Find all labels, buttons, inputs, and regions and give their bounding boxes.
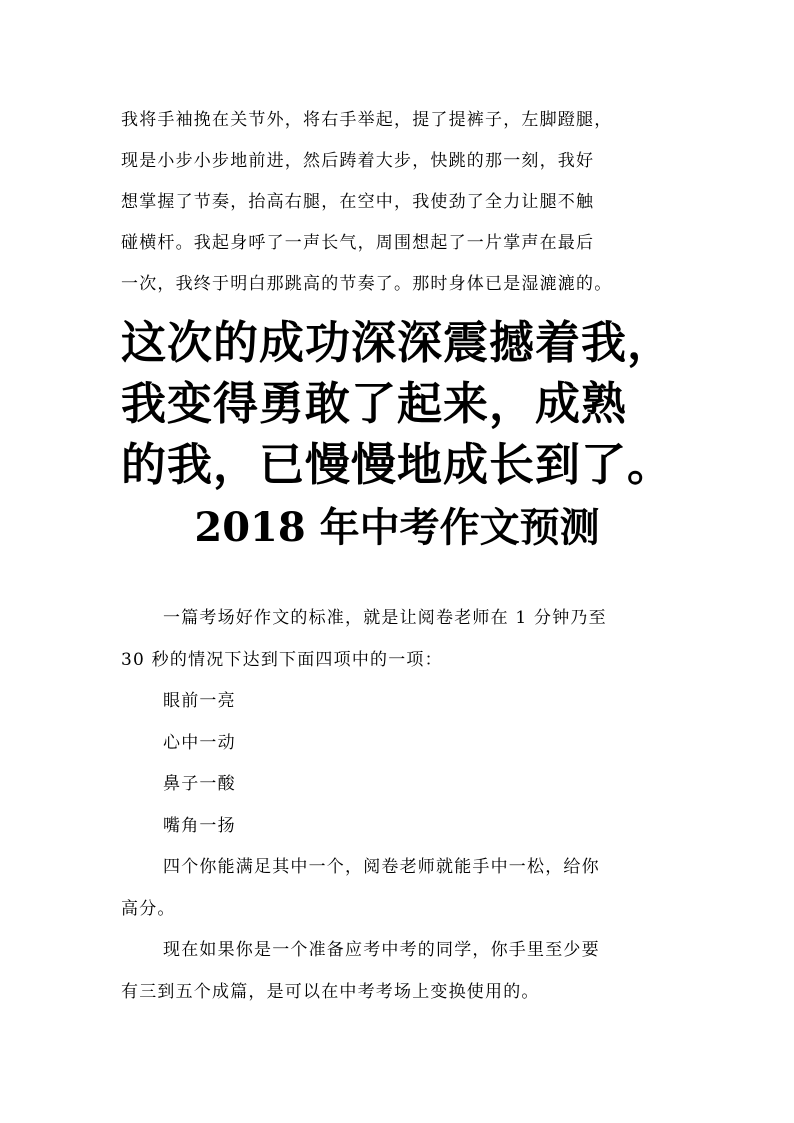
list-item: 心中一动: [163, 732, 236, 753]
paragraph-line: 四个你能满足其中一个，阅卷老师就能手中一松，给你: [163, 857, 600, 877]
text-line: 想掌握了节奏，抬高右腿，在空中，我使劲了全力让腿不触: [121, 192, 595, 212]
paragraph-line: 现在如果你是一个准备应考中考的同学，你手里至少要: [163, 940, 600, 960]
emphasis-paragraph: [121, 312, 681, 495]
intro-line: 一篇考场好作文的标准，就是让阅卷老师在 1 分钟乃至: [163, 608, 607, 628]
story-paragraph: [121, 100, 673, 305]
text-line: 碰横杆。我起身呼了一声长气，周围想起了一片掌声在最后: [121, 233, 595, 253]
text-line: 我将手袖挽在关节外，将右手举起，提了提裤子，左脚蹬腿，: [121, 110, 613, 130]
list-item: 眼前一亮: [163, 691, 236, 711]
emphasis-line: 我变得勇敢了起来，成熟: [121, 377, 628, 430]
section-heading: 2018 年中考作文预测: [194, 504, 600, 551]
list-item: 鼻子一酸: [163, 774, 236, 794]
paragraph-line: 有三到五个成篇，是可以在中考考场上变换使用的。: [121, 981, 540, 1002]
list-item: 嘴角一扬: [163, 815, 236, 836]
intro-line: 30 秒的情况下达到下面四项中的一项：: [121, 649, 443, 670]
text-line: 现是小步小步地前进，然后踌着大步，快跳的那一刻，我好: [121, 151, 595, 171]
paragraph-line: 高分。: [121, 898, 176, 919]
emphasis-line: 这次的成功深深震撼着我，: [121, 316, 674, 369]
article-body: [121, 598, 673, 1013]
emphasis-line: 的我，已慢慢地成长到了。: [121, 438, 674, 491]
text-line: 一次，我终于明白那跳高的节奏了。那时身体已是湿漉漉的。: [121, 274, 613, 294]
